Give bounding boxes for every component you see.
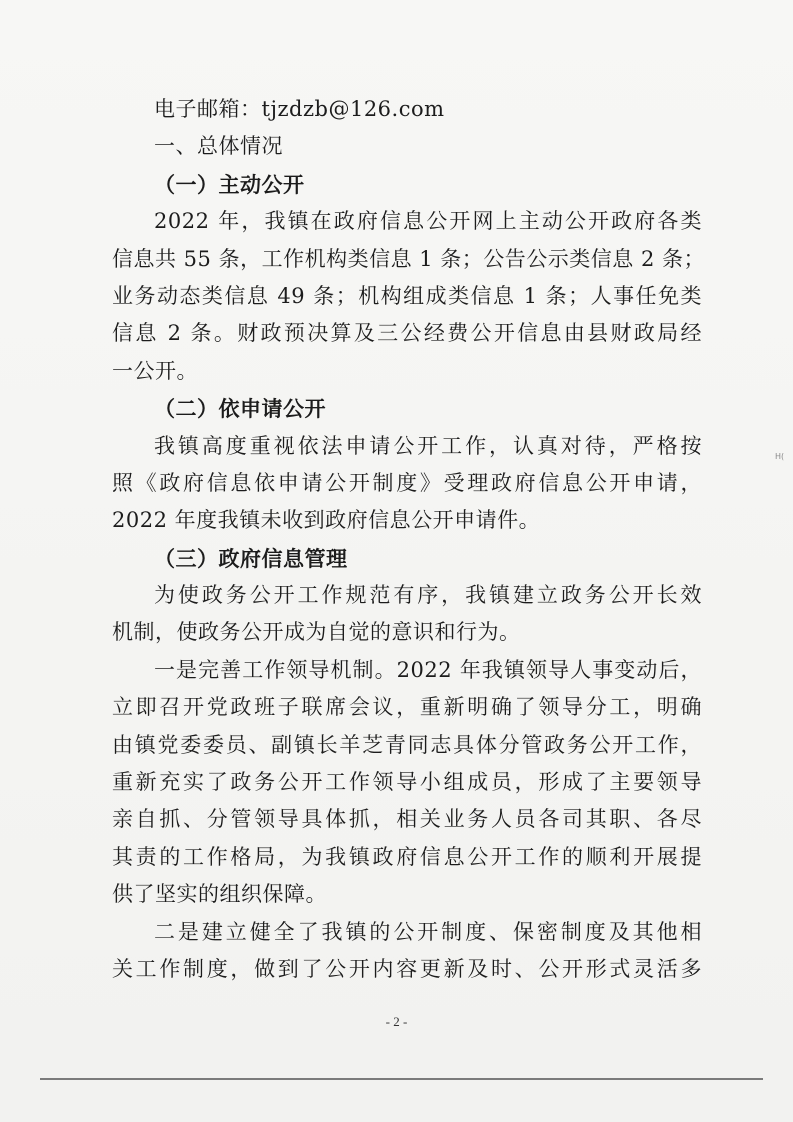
paragraph-line: 重新充实了政务公开工作领导小组成员，形成了主要领导 — [112, 770, 702, 795]
page-number: - 2 - — [385, 1014, 408, 1029]
paragraph-line: 业务动态类信息 49 条；机构组成类信息 1 条；人事任免类 — [112, 283, 702, 308]
paragraph-line: 其责的工作格局，为我镇政府信息公开工作的顺利开展提 — [112, 844, 702, 869]
section-heading-overall: 一、总体情况 — [154, 134, 283, 159]
scan-margin-mark: H( — [775, 452, 785, 461]
paragraph-line: 信息 2 条。财政预决算及三公经费公开信息由县财政局经 — [112, 321, 702, 346]
paragraph-line: 一是完善工作领导机制。2022 年我镇领导人事变动后， — [154, 657, 702, 682]
bottom-divider — [40, 1078, 763, 1080]
email-address: tjzdzb@126.com — [261, 97, 445, 121]
paragraph-line: 二是建立健全了我镇的公开制度、保密制度及其他相 — [154, 919, 702, 944]
paragraph-line: 机制，使政务公开成为自觉的意识和行为。 — [112, 620, 521, 645]
paragraph-line: 关工作制度，做到了公开内容更新及时、公开形式灵活多 — [112, 956, 702, 981]
paragraph-line: 供了坚实的组织保障。 — [112, 882, 327, 907]
paragraph-line: 我镇高度重视依法申请公开工作，认真对待，严格按 — [154, 433, 702, 458]
paragraph-line: 为使政务公开工作规范有序，我镇建立政务公开长效 — [154, 583, 702, 608]
paragraph-line: 立即召开党政班子联席会议，重新明确了领导分工，明确 — [112, 695, 702, 720]
subheading-request-disclosure: （二）依申请公开 — [154, 396, 326, 422]
paragraph-line: 由镇党委委员、副镇长羊芝青同志具体分管政务公开工作， — [112, 732, 702, 757]
subheading-info-management: （三）政府信息管理 — [154, 545, 348, 571]
paragraph-line: 2022 年度我镇未收到政府信息公开申请件。 — [112, 508, 541, 533]
paragraph-line: 亲自抓、分管领导具体抓，相关业务人员各司其职、各尽 — [112, 807, 702, 832]
paragraph-line: 照《政府信息依申请公开制度》受理政府信息公开申请， — [112, 470, 702, 495]
document-body — [112, 94, 705, 991]
paragraph-line: 2022 年，我镇在政府信息公开网上主动公开政府各类 — [154, 209, 702, 234]
paragraph-line: 一公开。 — [112, 358, 198, 383]
subheading-proactive-disclosure: （一）主动公开 — [154, 171, 305, 197]
email-line — [112, 94, 702, 125]
email-label: 电子邮箱： — [154, 97, 262, 121]
paragraph-line: 信息共 55 条，工作机构类信息 1 条；公告公示类信息 2 条； — [112, 246, 705, 271]
